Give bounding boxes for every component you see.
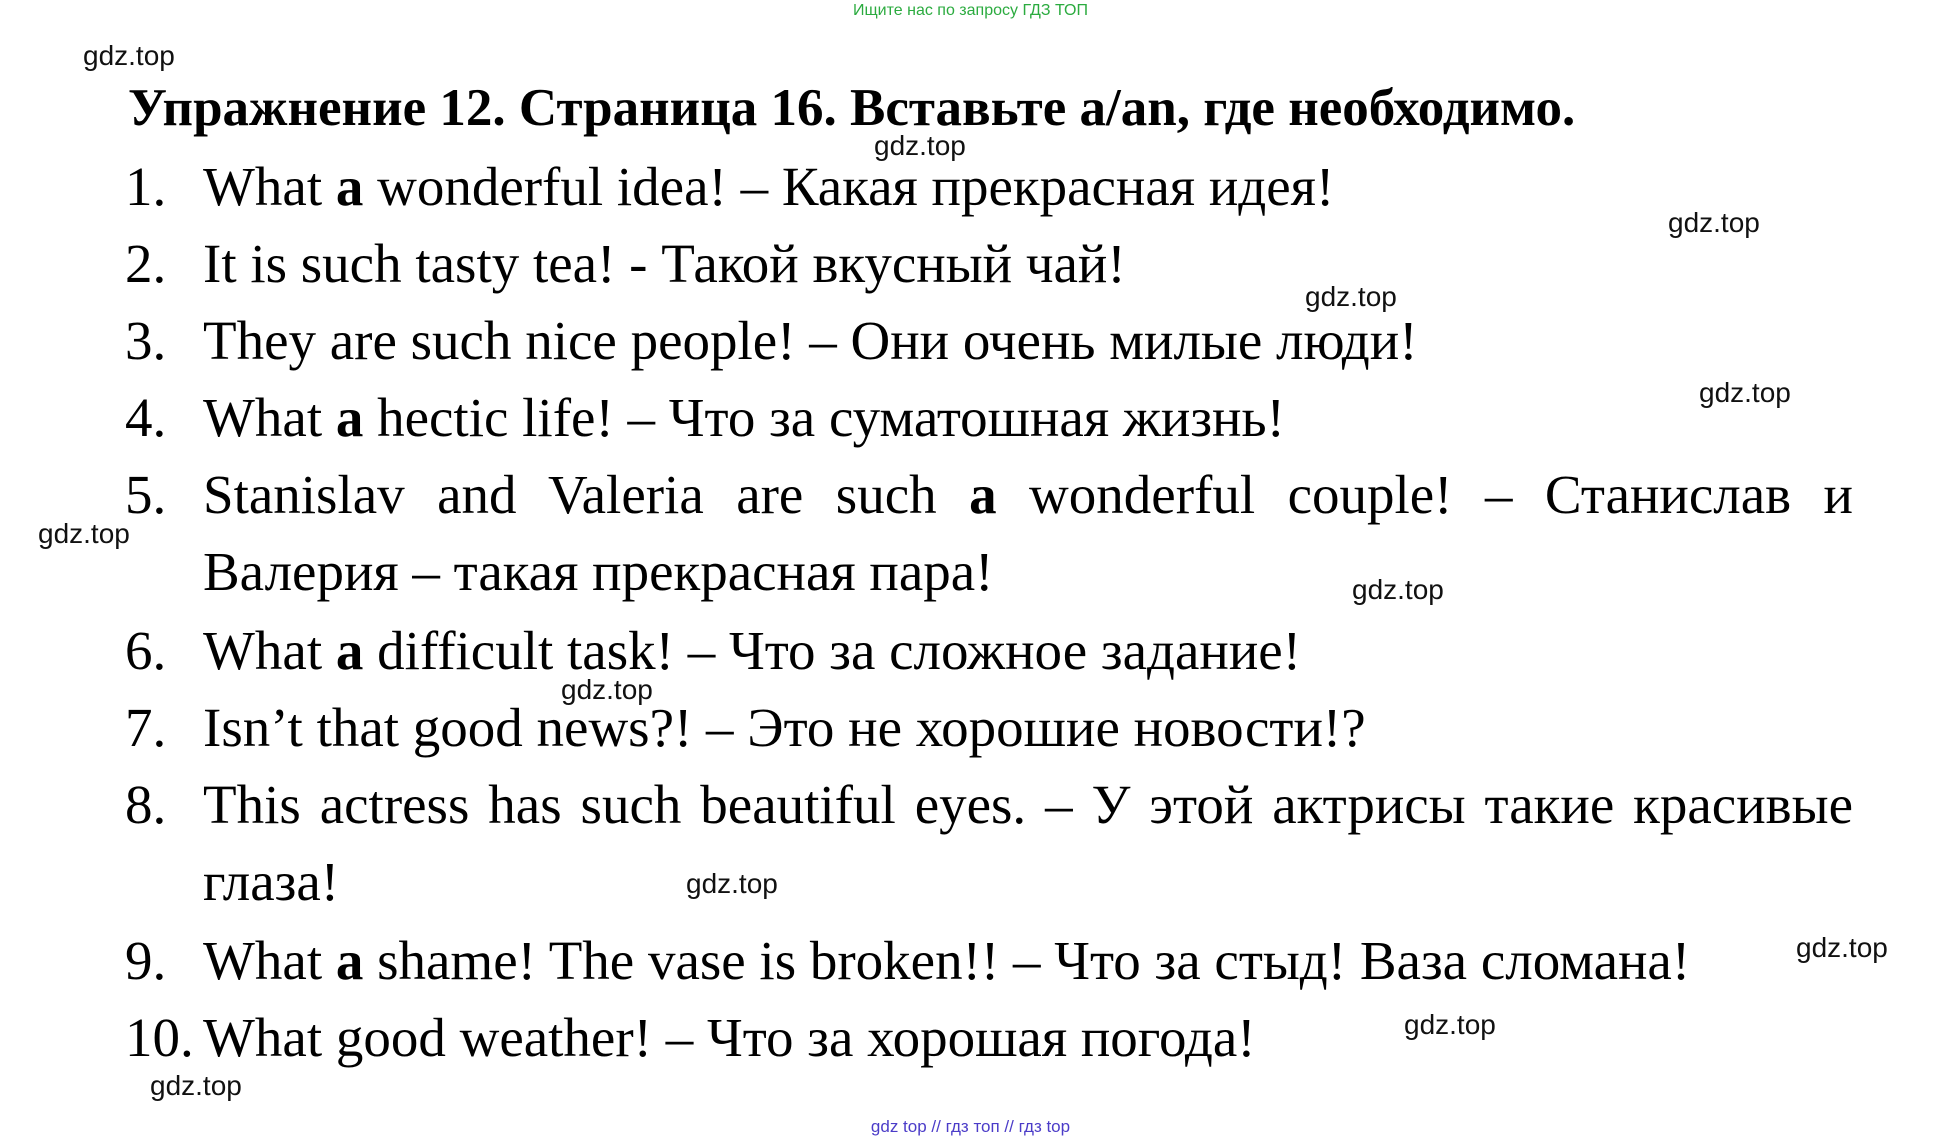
item-text: This actress has such beautiful eyes. – У этой актрисы такие красивые глаза! [203, 774, 1853, 912]
watermark: gdz.top [1404, 1009, 1496, 1040]
list-item [125, 379, 1855, 456]
inserted-article: a [335, 156, 364, 217]
item-text: What good weather! – Что за хорошая погода! [203, 1007, 1256, 1068]
inserted-article: a [335, 620, 364, 681]
item-number: 4. [125, 387, 167, 448]
item-number: 2. [125, 233, 167, 294]
item-text: Isn’t that good news?! – Это не хорошие новости!? [203, 697, 1366, 758]
search-banner: Ищите нас по запросу ГДЗ ТОП [853, 2, 1088, 19]
watermark: gdz.top [38, 518, 130, 549]
item-text: What a shame! The vase is broken!! – Что за стыд! Ваза сломана! [203, 930, 1691, 991]
item-text: What a hectic life! – Что за суматошная жизнь! [203, 387, 1285, 448]
item-number: 7. [125, 697, 167, 758]
inserted-article: a [335, 930, 364, 991]
watermark: gdz.top [686, 868, 778, 899]
inserted-article: a [335, 387, 364, 448]
item-text: They are such nice people! – Они очень милые люди! [203, 310, 1418, 371]
list-item [125, 302, 1855, 379]
list-item [125, 148, 1855, 225]
inserted-article: a [969, 464, 997, 525]
item-text: What a wonderful idea! – Какая прекрасная идея! [203, 156, 1335, 217]
watermark: gdz.top [1352, 574, 1444, 605]
list-item [125, 999, 1855, 1076]
watermark: gdz.top [150, 1070, 242, 1101]
item-number: 9. [125, 930, 167, 991]
watermark: gdz.top [1668, 207, 1760, 238]
item-number: 10. [125, 1007, 194, 1068]
item-number: 5. [125, 464, 167, 525]
exercise-title: Упражнение 12. Страница 16. Вставьте a/an, где необходимо. [128, 79, 1576, 137]
list-item [125, 689, 1855, 766]
item-number: 1. [125, 156, 167, 217]
item-number: 8. [125, 774, 167, 835]
list-item [125, 612, 1855, 689]
watermark: gdz.top [874, 130, 966, 161]
list-item [125, 766, 1855, 920]
list-item [125, 225, 1855, 302]
watermark: gdz.top [83, 40, 175, 71]
list-item [125, 456, 1855, 610]
item-text: Stanislav and Valeria are such a wonderful couple! – Станислав и Валерия – такая прекрасная пара! [203, 464, 1853, 602]
watermark: gdz.top [1796, 932, 1888, 963]
watermark: gdz.top [1699, 377, 1791, 408]
item-text: It is such tasty tea! - Такой вкусный чай! [203, 233, 1126, 294]
item-text: What a difficult task! – Что за сложное задание! [203, 620, 1302, 681]
watermark: gdz.top [561, 674, 653, 705]
footer-links: gdz top // гдз топ // гдз top [870, 1117, 1071, 1136]
item-number: 3. [125, 310, 167, 371]
item-number: 6. [125, 620, 167, 681]
watermark: gdz.top [1305, 281, 1397, 312]
list-item [125, 922, 1855, 999]
